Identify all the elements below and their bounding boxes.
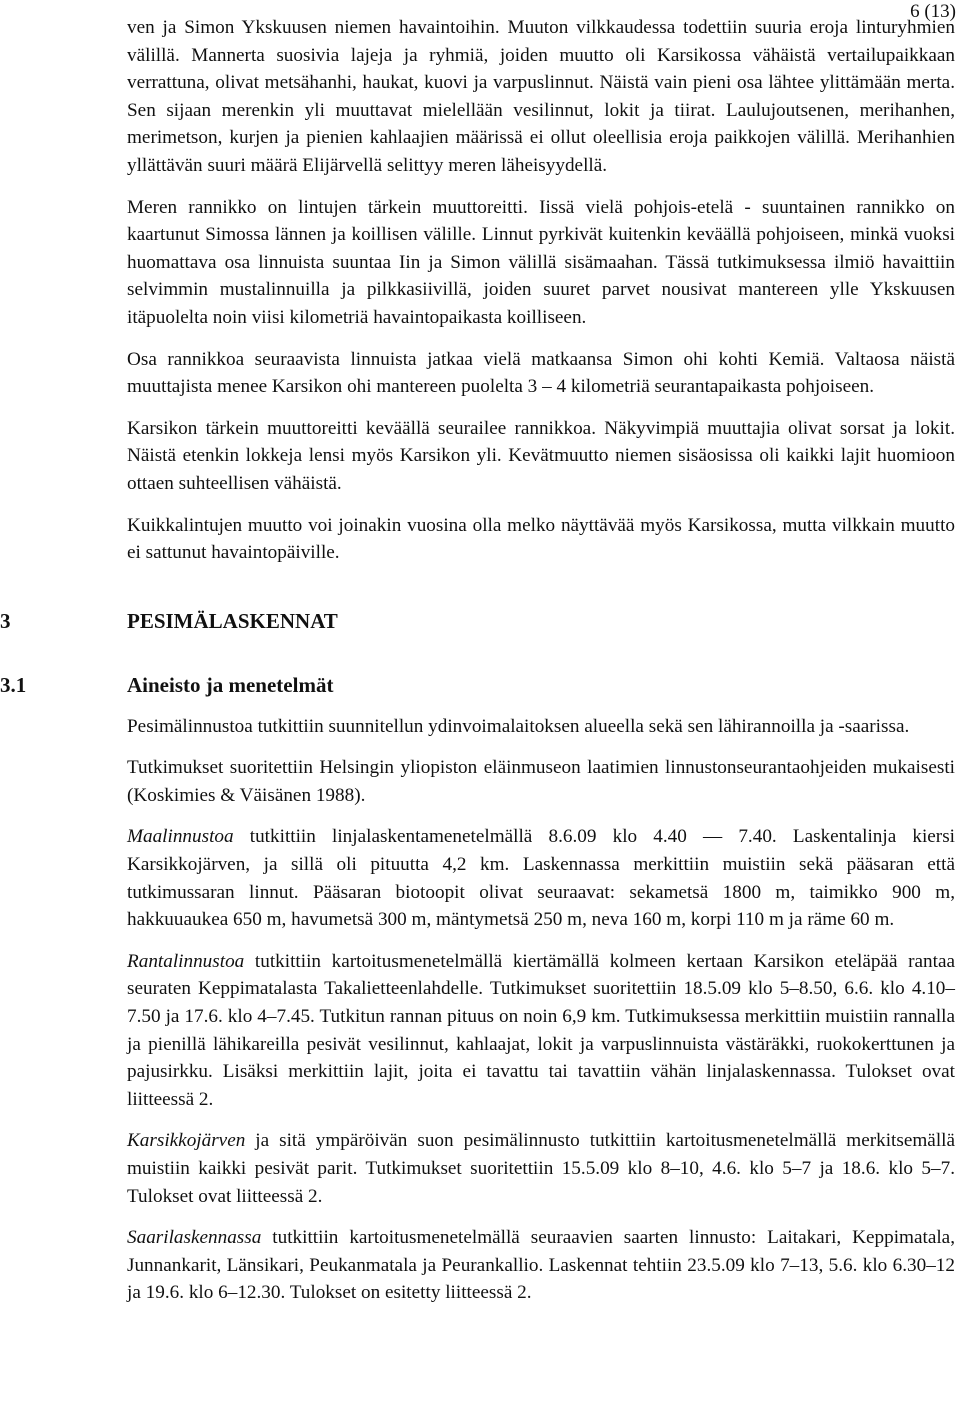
paragraph-land-birds [127,823,955,933]
paragraph-methods-reference: Tutkimukset suoritettiin Helsingin yliopiston eläinmuseon laatimien linnustonseurantaohjeiden mukaisesti (Koskimies & Väisänen 1988). [127,757,955,806]
term-karsikkojarvi: Karsikkojärven [127,1130,246,1152]
section-heading-3 [0,607,955,635]
paragraph-text: tutkittiin kartoitusmenetelmällä seuraavien saarten linnusto: Laitakari, Keppimatala, Junnankarit, Länsikari, Peukanmatala ja Peurankallio. Laskennat tehtiin 23.5.09 klo 7–13, 5.6. klo 6.30–12 ja 19.6. klo 6–12.30. Tulokset on esitetty liitteessä 2. [127,1227,955,1304]
paragraph-migration-comparison: ven ja Simon Ykskuusen niemen havaintoihin. Muuton vilkkaudessa todettiin suuria eroja linturyhmien välillä. Mannerta suosivia lajeja ja ryhmiä, joiden muutto oli Karsikossa vähäistä vertailupaikkaan verrattuna, olivat metsähanhi, haukat, kuovi ja varpuslinnut. Näistä vain pieni osa lähtee ylittämään merta. Sen sijaan merenkin yli muuttavat mielellään vesilinnut, lokit ja tiirat. Laulujoutsenen, merihanhen, merimetson, kurjen ja pienien kahlaajien määrissä ei ollut oleellisia eroja paikkojen välillä. Merihanhien yllättävän suuri määrä Elijärvellä selittyy meren läheisyydellä. [127,17,955,176]
paragraph-karsikko-route: Karsikon tärkein muuttoreitti keväällä seurailee rannikkoa. Näkyvimpiä muuttajia olivat sorsat ja lokit. Näistä etenkin lokkeja lensi myös Karsikon yli. Kevätmuutto niemen sisäosissa oli kaikki lajit huomioon ottaen suhteellisen vähäistä. [127,417,955,494]
paragraph-karsikkojarvi [127,1127,955,1210]
paragraph-text: tutkittiin linjalaskentamenetelmällä 8.6.09 klo 4.40 — 7.40. Laskentalinja kiersi Karsikkojärven, ja sillä oli pituutta 4,2 km. Laskennassa merkittiin muistiin sekä pääsaran että tutkimussaran linnut. Pääsaran biotoopit olivat seuraavat: sekametsä 1800 m, taimikko 900 m, hakkuuaukea 650 m, havumetsä 300 m, mäntymetsä 250 m, neva 160 m, korpi 110 m ja räme 60 m. [127,826,955,931]
paragraph-island-counts [127,1224,955,1307]
document-body [0,14,955,1321]
paragraph-breeding-birds: Pesimälinnustoa tutkittiin suunnitellun ydinvoimalaitoksen alueella sekä sen lähirannoilla ja -saarissa. [127,715,910,737]
paragraph-text: ja sitä ympäröivän suon pesimälinnusto tutkittiin kartoitusmenetelmällä merkitsemällä muistiin kaikki pesivät parit. Tutkimukset suoritettiin 15.5.09 klo 8–10, 4.6. klo 5–7 ja 18.6. klo 5–7. Tulokset ovat liitteessä 2. [127,1130,955,1207]
paragraph-divers: Kuikkalintujen muutto voi joinakin vuosina olla melko näyttävää myös Karsikossa, mutta vilkkain muutto ei sattunut havaintopäiville. [127,514,955,564]
section-title: PESIMÄLASKENNAT [127,608,338,633]
section-number: 3 [0,608,11,633]
section-number: 3.1 [0,672,27,697]
term-saarilaskenta: Saarilaskennassa [127,1227,262,1249]
paragraph-shore-birds [127,948,955,1114]
section-title: Aineisto ja menetelmät [127,672,334,697]
paragraph-text: tutkittiin kartoitusmenetelmällä kiertämällä kolmeen kertaan Karsikon eteläpää rantaa seuraten Keppimatalasta Takalietteenlahdelle. Tutkimukset suoritettiin 18.5.09 klo 5–8.50, 6.6. klo 4.10–7.50 ja 17.6. klo 4–7.45. Tutkitun rannan pituus on noin 6,9 km. Tutkimuksessa merkittiin muistiin rannalla ja pienillä lähikareilla pesivät vesilinnut, kahlaajat, lokit ja varpuslinnuista västäräkki, ruokokerttunen ja pajusirkku. Lisäksi merkittiin lajit, joita ei tavattu tai tavattiin vähän linjalaskennassa. Tulokset ovat liitteessä 2. [127,950,955,1110]
paragraph-coastal-route: Meren rannikko on lintujen tärkein muuttoreitti. Iissä vielä pohjois-etelä - suuntainen rannikko on kaartunut Simossa lännen ja koillisen välille. Linnut pyrkivät kuitenkin keväällä pohjoiseen, minkä vuoksi huomattava osa linnuista suuntaa Iin ja Simon välillä sisämaahan. Tässä tutkimuksessa ilmiö havaittiin selvimmin mustalinnuilla ja pilkkasiivillä, joiden suuret parvet nousivat mantereen ylle Ykskuusen itäpuolelta noin viisi kilometriä havaintopaikasta koilliseen. [127,196,955,328]
section-heading-3-1 [0,671,955,699]
page-number: 6 (13) [910,1,956,22]
term-maalinnusto: Maalinnustoa [127,826,234,848]
term-rantalinnusto: Rantalinnustoa [127,950,245,972]
paragraph-toward-kemi: Osa rannikkoa seuraavista linnuista jatkaa vielä matkaansa Simon ohi kohti Kemiä. Valtaosa näistä muuttajista menee Karsikon ohi mantereen puolelta 3 – 4 kilometriä seurantapaikasta pohjoiseen. [127,348,955,398]
